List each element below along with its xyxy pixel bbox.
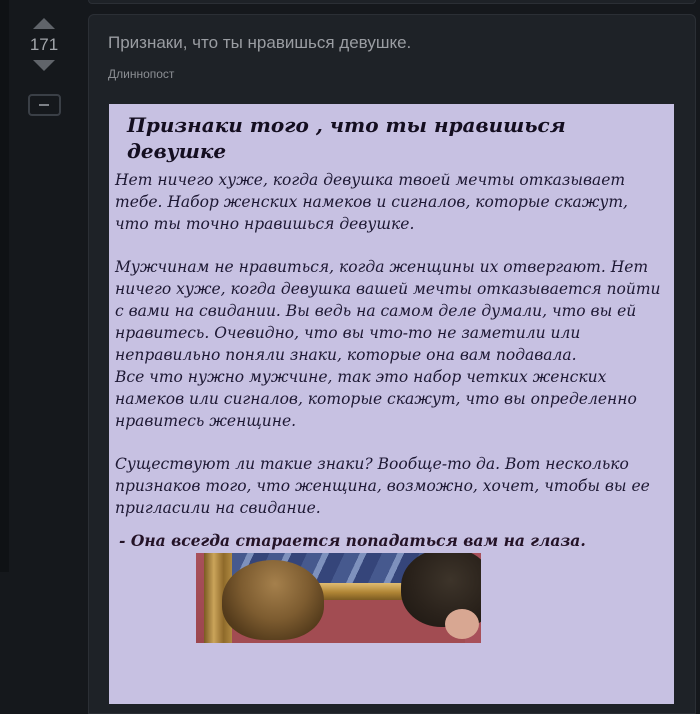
vote-count: 171 (29, 35, 59, 54)
post-title[interactable]: Признаки, что ты нравишься девушке. (108, 33, 412, 52)
article-heading: Признаки того , что ты нравишься девушке (127, 113, 566, 163)
upvote-arrow-icon[interactable] (33, 18, 55, 29)
article-highlight-line: - Она всегда старается попадаться вам на глаза. (119, 531, 586, 550)
tag-longpost[interactable]: Длиннопост (108, 67, 175, 81)
article-paragraph: Существуют ли такие знаки? Вообще-то да. Вот несколько признаков того, что женщина, возможно, хочет, чтобы вы ее пригласили на свидание. (115, 455, 650, 517)
post-card (88, 14, 696, 714)
article-content (109, 104, 674, 704)
article-paragraph: Нет ничего хуже, когда девушка твоей мечты отказывает тебе. Набор женских намеков и сигналов, которые скажут, что ты точно нравишься девушке. (115, 171, 628, 233)
minus-icon (39, 104, 49, 106)
article-paragraph: Все что нужно мужчине, так это набор четких женских намеков или сигналов, которые скажут, что вы определенно нравитесь женщине. (115, 368, 637, 430)
photo-woman-head (222, 560, 324, 640)
downvote-arrow-icon[interactable] (33, 60, 55, 71)
article-paragraph: Мужчинам не нравиться, когда женщины их отвергают. Нет ничего хуже, когда девушка вашей мечты отказывается пойти с вами на свидании. Вы ведь на самом деле думали, что вы ей нравитесь. Очевидно, что вы что-то не заметили или неправильно поняли знаки, которые она вам подавала. (115, 258, 661, 364)
collapse-post-button[interactable] (28, 94, 61, 116)
post-image[interactable] (196, 553, 481, 643)
vote-column (22, 18, 66, 116)
page-left-edge (0, 0, 9, 572)
previous-post-card-edge (88, 0, 696, 4)
photo-man-face (445, 609, 479, 639)
